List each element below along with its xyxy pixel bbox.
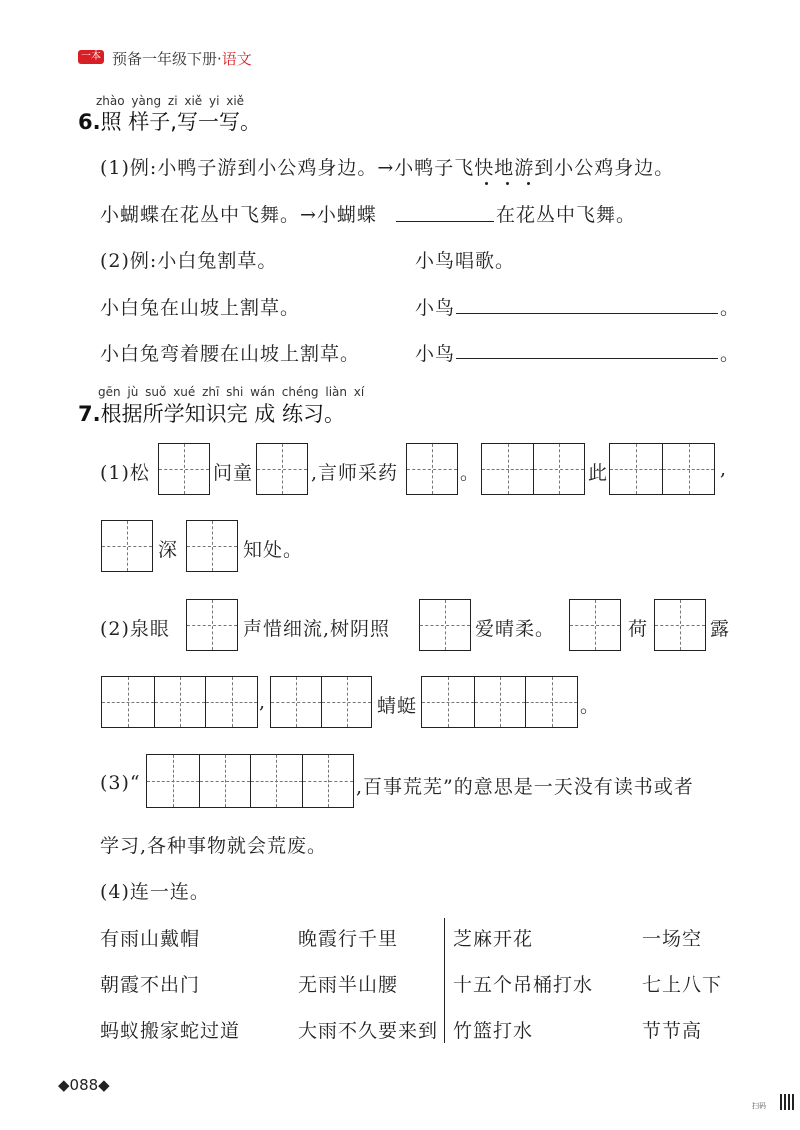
q7-pinyin: gēn jù suǒ xué zhī shi wán chéng liàn xí bbox=[98, 385, 365, 399]
q7-3-text: ,百事荒芜”的意思是一天没有读书或者 bbox=[356, 776, 694, 798]
q6-line2-rest: 在花丛中飞舞。 bbox=[496, 204, 637, 226]
match-item-col3[interactable]: 竹篮打水 bbox=[453, 1020, 534, 1042]
q6-heading bbox=[78, 106, 261, 136]
char-box[interactable] bbox=[158, 443, 210, 495]
char-box[interactable] bbox=[419, 599, 471, 651]
answer-blank-bird-1[interactable] bbox=[456, 313, 718, 314]
page-number: ◆088◆ bbox=[58, 1076, 110, 1094]
q7-2-text: 荷 bbox=[628, 618, 649, 640]
char-box-quad[interactable] bbox=[146, 754, 354, 808]
char-box-triple[interactable] bbox=[101, 676, 258, 728]
match-item-col1[interactable]: 有雨山戴帽 bbox=[100, 928, 201, 950]
emphasis-dot bbox=[506, 182, 509, 185]
q7-2-text: 露 bbox=[710, 618, 731, 640]
q6-example2: (2)例:小白兔割草。 bbox=[100, 250, 278, 272]
qr-label: 扫码 bbox=[752, 1102, 766, 1110]
match-item-col3[interactable]: 芝麻开花 bbox=[453, 928, 534, 950]
period: 。 bbox=[720, 343, 741, 365]
q7-2-text: , bbox=[259, 691, 267, 713]
q7-1-text: (1)松 bbox=[100, 462, 150, 484]
q6-example1: (1)例:小鸭子游到小公鸡身边。→小鸭子飞快地游到小公鸡身边。 bbox=[100, 157, 675, 179]
q6-example2-step2: 小白兔弯着腰在山坡上割草。 bbox=[100, 343, 361, 365]
char-box[interactable] bbox=[654, 599, 706, 651]
match-item-col4[interactable]: 七上八下 bbox=[642, 974, 723, 996]
char-box-pair[interactable] bbox=[481, 443, 585, 495]
char-box[interactable] bbox=[186, 599, 238, 651]
match-item-col2[interactable]: 晚霞行千里 bbox=[298, 928, 399, 950]
q6-pinyin: zhào yàng zi xiě yi xiě bbox=[96, 94, 245, 108]
match-item-col1[interactable]: 朝霞不出门 bbox=[100, 974, 201, 996]
q7-1-text: ,言师采药 bbox=[311, 462, 399, 484]
q7-1-text: 问童 bbox=[213, 462, 254, 484]
match-item-col2[interactable]: 无雨半山腰 bbox=[298, 974, 399, 996]
q7-2-text: (2)泉眼 bbox=[100, 618, 170, 640]
book-title-text: 预备一年级下册 bbox=[112, 50, 218, 68]
q7-1-text: 此 bbox=[588, 462, 609, 484]
match-item-col4[interactable]: 一场空 bbox=[642, 928, 703, 950]
q7-1-text: 深 bbox=[158, 539, 179, 561]
period: 。 bbox=[720, 297, 741, 319]
q7-heading bbox=[78, 398, 345, 428]
char-box-pair[interactable] bbox=[609, 443, 715, 495]
emphasis-dot bbox=[485, 182, 488, 185]
title-separator: · bbox=[217, 50, 222, 68]
match-item-col1[interactable]: 蚂蚁搬家蛇过道 bbox=[100, 1020, 241, 1042]
q6-example2-target: 小鸟唱歌。 bbox=[415, 250, 516, 272]
q6-example2-step1: 小白兔在山坡上割草。 bbox=[100, 297, 301, 319]
char-box[interactable] bbox=[256, 443, 308, 495]
qr-code-icon[interactable] bbox=[780, 1094, 796, 1110]
answer-blank-bird-2[interactable] bbox=[456, 358, 718, 359]
q7-number: 7. bbox=[78, 402, 101, 426]
answer-blank-butterfly[interactable] bbox=[396, 221, 494, 222]
q7-3-text: 学习,各种事物就会荒废。 bbox=[100, 835, 328, 857]
q6-title: 照 样子,写一写。 bbox=[100, 110, 261, 134]
q7-title: 根据所学知识完 成 练习。 bbox=[100, 402, 345, 426]
q7-1-text: 。 bbox=[460, 462, 481, 484]
q6-line2-prompt: 小蝴蝶在花丛中飞舞。→小蝴蝶 bbox=[100, 204, 377, 226]
char-box[interactable] bbox=[569, 599, 621, 651]
q7-2-text: 声惜细流,树阴照 bbox=[243, 618, 391, 640]
q7-2-text: 。 bbox=[580, 695, 601, 717]
char-box[interactable] bbox=[406, 443, 458, 495]
emphasis-dot bbox=[527, 182, 530, 185]
q7-1-text: , bbox=[720, 458, 728, 480]
match-item-col4[interactable]: 节节高 bbox=[642, 1020, 703, 1042]
q7-2-text: 爱晴柔。 bbox=[475, 618, 556, 640]
char-box-triple[interactable] bbox=[421, 676, 578, 728]
char-box[interactable] bbox=[186, 520, 238, 572]
char-box[interactable] bbox=[101, 520, 153, 572]
q7-4-title: (4)连一连。 bbox=[100, 881, 210, 903]
book-title bbox=[112, 48, 252, 69]
column-divider bbox=[444, 918, 445, 1043]
series-logo: 一本 bbox=[78, 50, 104, 64]
char-box-pair[interactable] bbox=[270, 676, 372, 728]
q7-3-text: (3)“ bbox=[100, 772, 141, 794]
q6-bird-label-2: 小鸟 bbox=[415, 343, 456, 365]
q6-number: 6. bbox=[78, 110, 101, 134]
match-item-col3[interactable]: 十五个吊桶打水 bbox=[453, 974, 594, 996]
subject-label: 语文 bbox=[221, 50, 252, 68]
q6-bird-label-1: 小鸟 bbox=[415, 297, 456, 319]
q7-2-text: 蜻蜓 bbox=[377, 695, 418, 717]
match-item-col2[interactable]: 大雨不久要来到 bbox=[298, 1020, 439, 1042]
q7-1-text: 知处。 bbox=[243, 539, 304, 561]
